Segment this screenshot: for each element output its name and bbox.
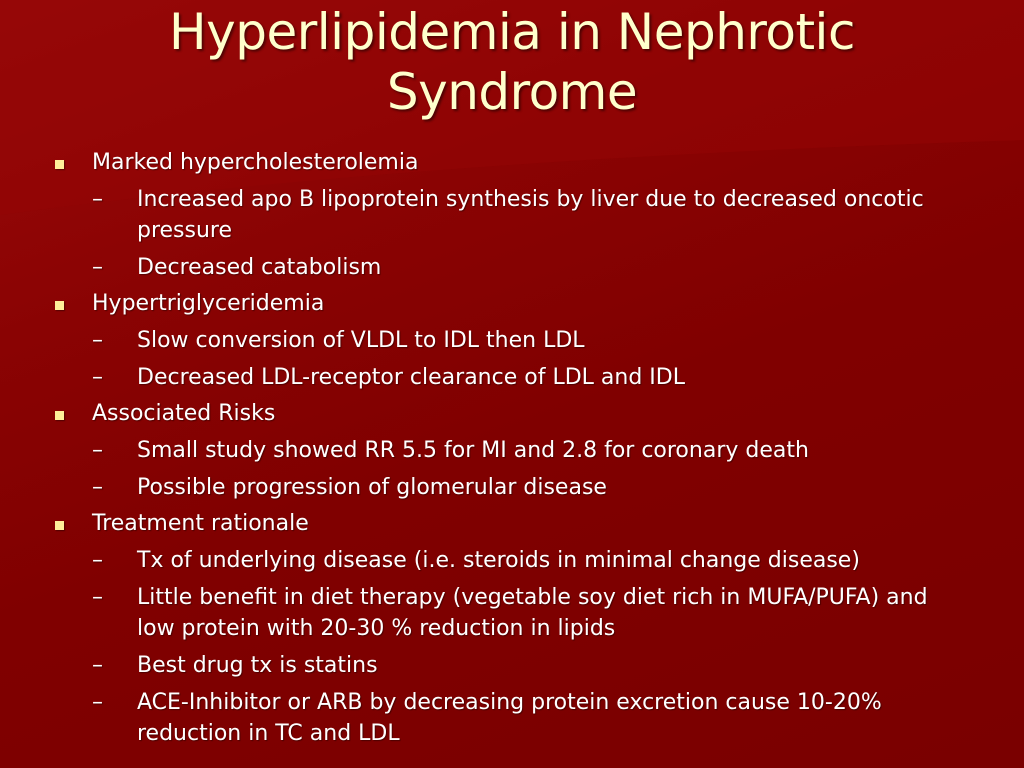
dash-bullet-icon: –: [92, 653, 103, 678]
dash-bullet-icon: –: [92, 365, 103, 390]
sub-bullet-text: Small study showed RR 5.5 for MI and 2.8 for coronary death: [137, 438, 809, 463]
sub-bullet-text: Decreased catabolism: [137, 255, 382, 280]
square-bullet-icon: [55, 160, 64, 169]
slide-title: Hyperlipidemia in Nephrotic Syndrome: [169, 3, 855, 121]
bullet-item: [52, 509, 972, 749]
sub-bullet-list: [92, 545, 972, 749]
dash-bullet-icon: –: [92, 548, 103, 573]
sub-bullet-item: [92, 650, 972, 681]
sub-bullet-text: Increased apo B lipoprotein synthesis by liver due to decreased oncotic pressure: [137, 187, 924, 243]
sub-bullet-list: [92, 325, 972, 393]
square-bullet-icon: [55, 301, 64, 310]
dash-bullet-icon: –: [92, 255, 103, 280]
sub-bullet-list: [92, 184, 972, 283]
dash-bullet-icon: –: [92, 690, 103, 715]
dash-bullet-icon: –: [92, 187, 103, 212]
dash-bullet-icon: –: [92, 438, 103, 463]
sub-bullet-item: [92, 582, 972, 644]
sub-bullet-item: [92, 325, 972, 356]
sub-bullet-item: [92, 545, 972, 576]
sub-bullet-text: Little benefit in diet therapy (vegetable soy diet rich in MUFA/PUFA) and low protein with 20-30 % reduction in lipids: [137, 585, 928, 641]
dash-bullet-icon: –: [92, 328, 103, 353]
sub-bullet-text: Slow conversion of VLDL to IDL then LDL: [137, 328, 585, 353]
sub-bullet-item: [92, 362, 972, 393]
bullet-item: [52, 148, 972, 283]
bullet-text: Associated Risks: [92, 401, 276, 426]
sub-bullet-item: [92, 435, 972, 466]
sub-bullet-text: Decreased LDL-receptor clearance of LDL and IDL: [137, 365, 685, 390]
sub-bullet-list: [92, 435, 972, 503]
bullet-text: Marked hypercholesterolemia: [92, 150, 419, 175]
square-bullet-icon: [55, 521, 64, 530]
sub-bullet-text: Tx of underlying disease (i.e. steroids in minimal change disease): [137, 548, 860, 573]
bullet-text: Treatment rationale: [92, 511, 309, 536]
bullet-item: [52, 399, 972, 503]
sub-bullet-item: [92, 184, 972, 246]
bullet-item: [52, 289, 972, 393]
sub-bullet-text: ACE-Inhibitor or ARB by decreasing protein excretion cause 10-20% reduction in TC and LDL: [137, 690, 882, 746]
bullet-list-container: [52, 148, 972, 749]
sub-bullet-item: [92, 252, 972, 283]
dash-bullet-icon: –: [92, 585, 103, 610]
square-bullet-icon: [55, 411, 64, 420]
sub-bullet-text: Possible progression of glomerular disease: [137, 475, 607, 500]
sub-bullet-text: Best drug tx is statins: [137, 653, 378, 678]
bullet-text: Hypertriglyceridemia: [92, 291, 325, 316]
bullet-list: [52, 148, 972, 749]
sub-bullet-item: [92, 687, 972, 749]
dash-bullet-icon: –: [92, 475, 103, 500]
sub-bullet-item: [92, 472, 972, 503]
